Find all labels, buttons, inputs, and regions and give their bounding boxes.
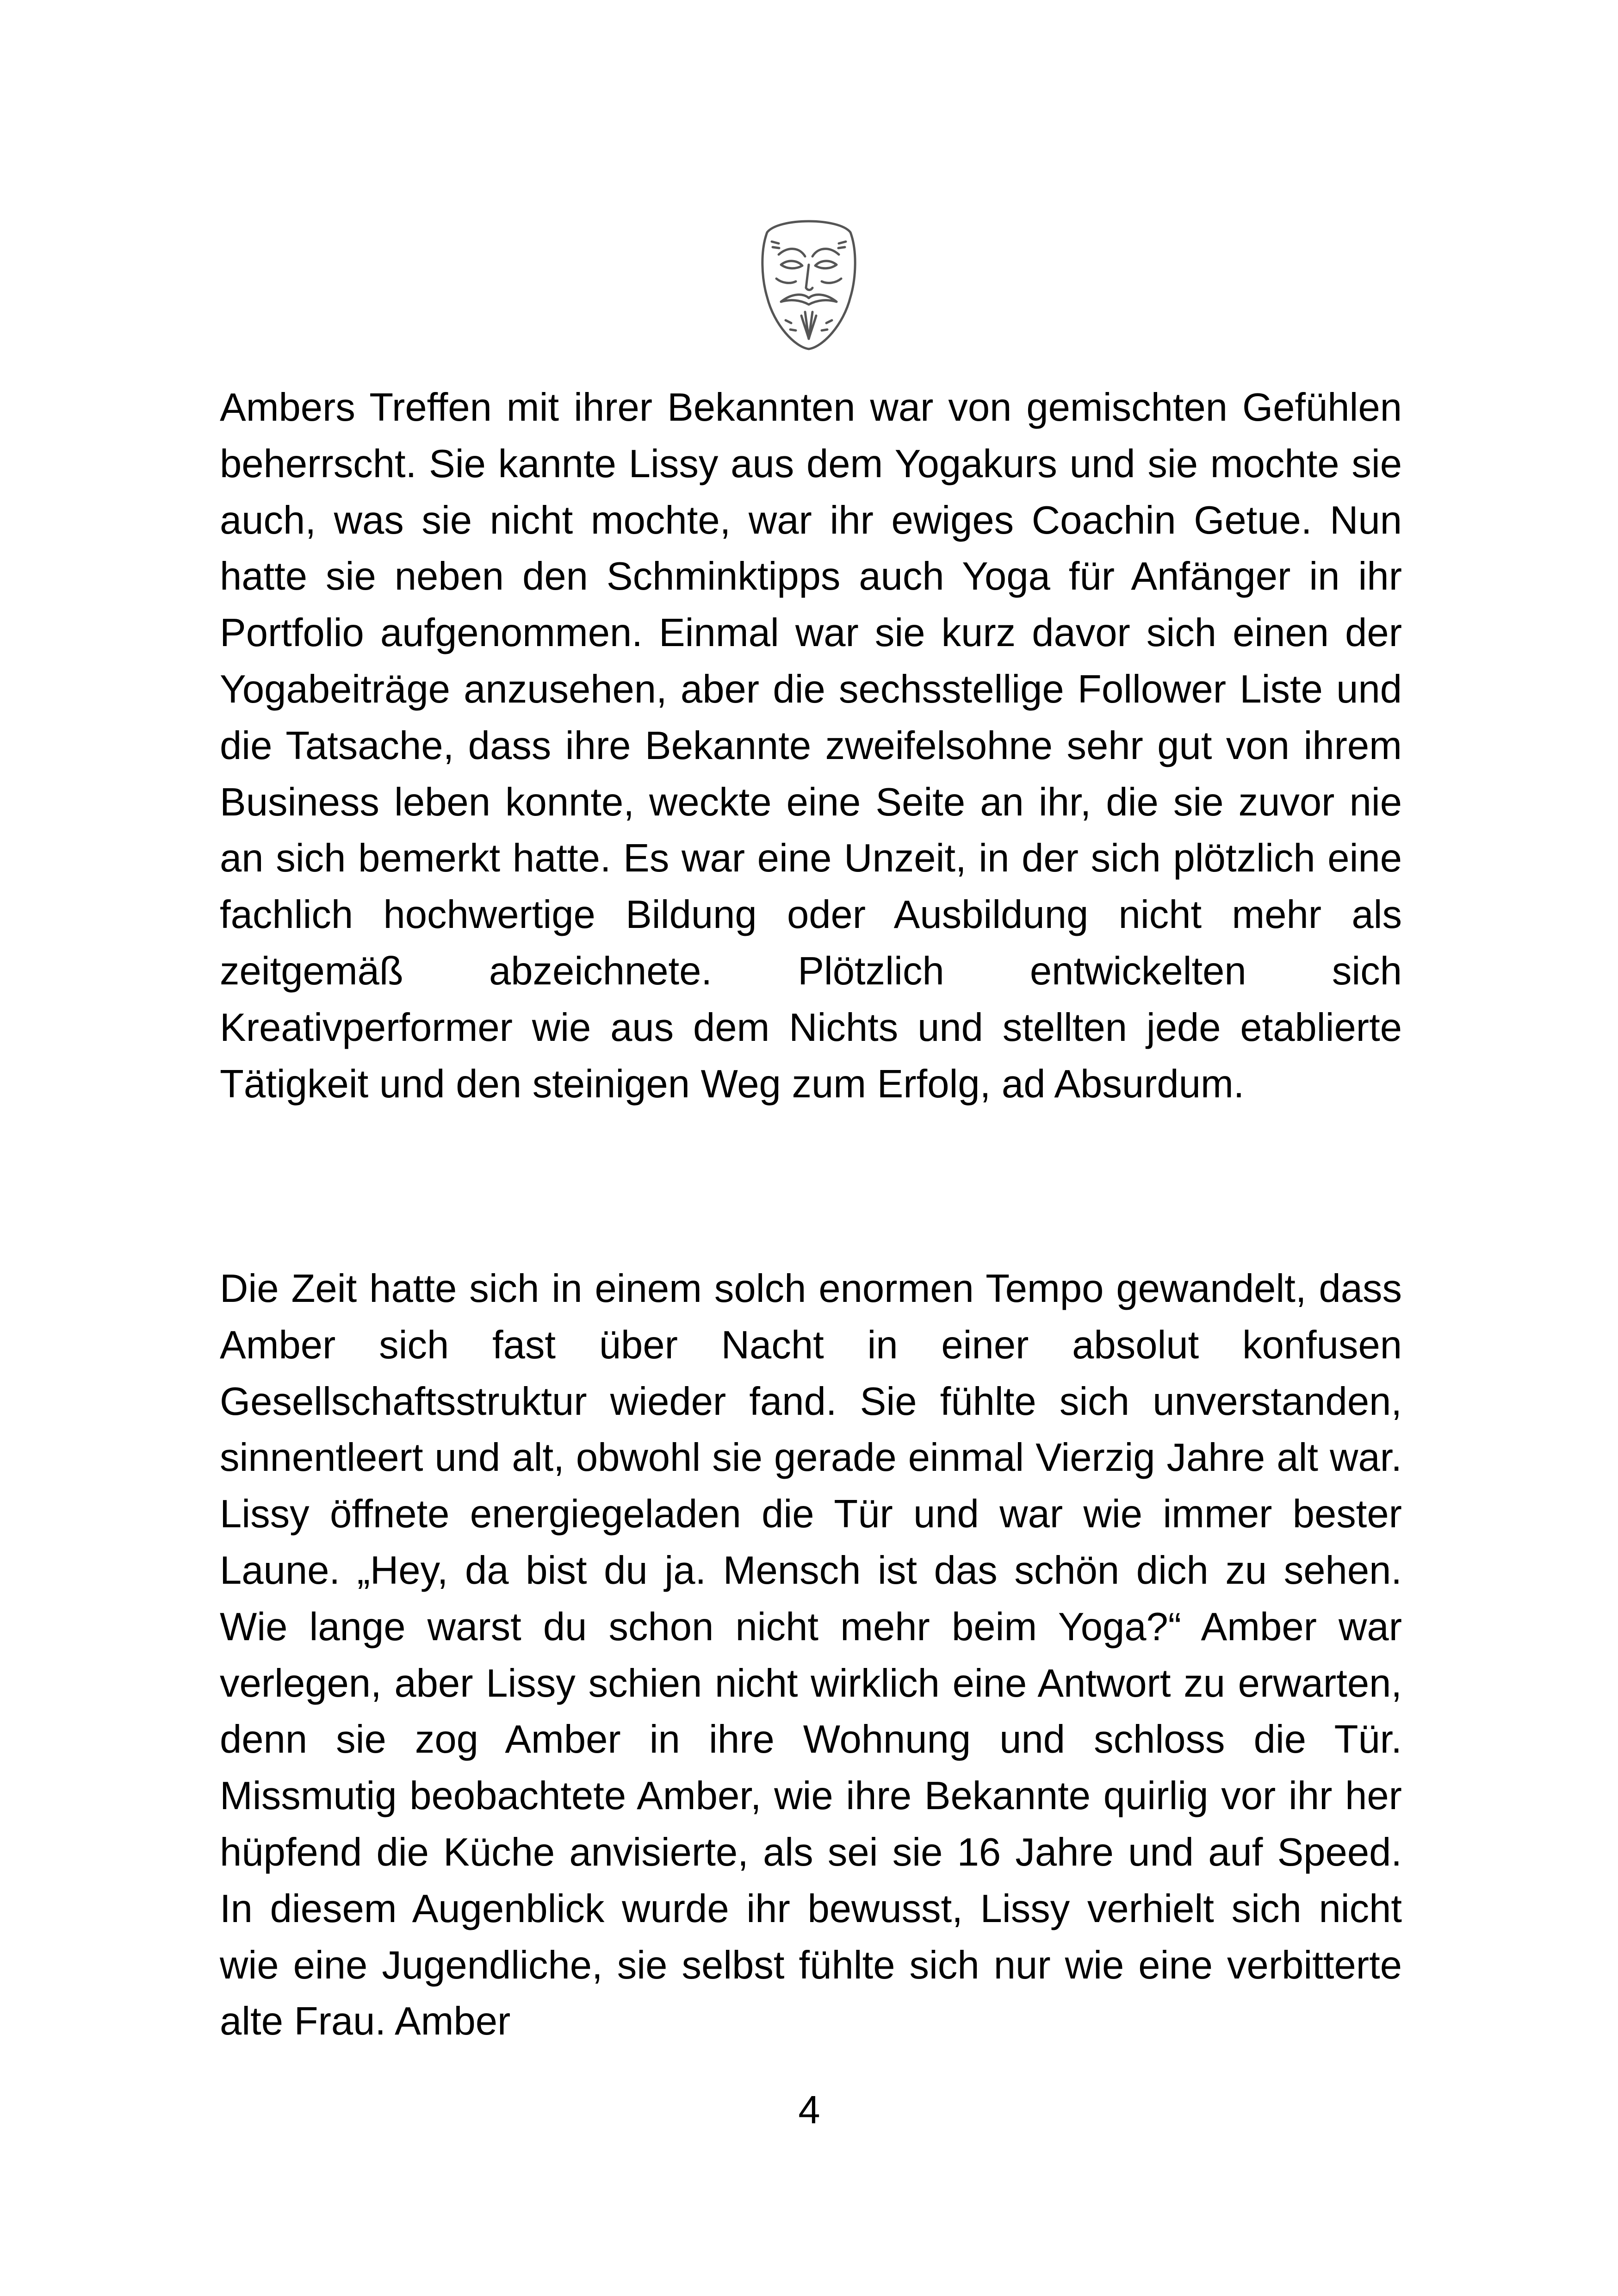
mask-emblem-icon [753,214,864,353]
page-number: 4 [798,2088,820,2132]
paragraph-2: Die Zeit hatte sich in einem solch enormen Tempo gewandelt, dass Amber sich fast über Nacht in einer absolut konfusen Gesellschaftsstruktur wieder fand. Sie fühlte sich unverstanden, sinnentleert und alt, obwohl sie gerade einmal Vierzig Jahre alt war. Lissy öffnete energiegeladen die Tür und war wie immer bester Laune. „Hey, da bist du ja. Mensch ist das schön dich zu sehen. Wie lange warst du schon nicht mehr beim Yoga?“ Amber war verlegen, aber Lissy schien nicht wirklich eine Antwort zu erwarten, denn sie zog Amber in ihre Wohnung und schloss die Tür. Missmutig beobachtete Amber, wie ihre Bekannte quirlig vor ihr her hüpfend die Küche anvisierte, als sei sie 16 Jahre und auf Speed. In diesem Augenblick wurde ihr bewusst, Lissy verhielt sich nicht wie eine Jugendliche, sie selbst fühlte sich nur wie eine verbitterte alte Frau. Amber [220,1267,1402,2044]
paragraph-1: Ambers Treffen mit ihrer Bekannten war von gemischten Gefühlen beherrscht. Sie kannte Lissy aus dem Yogakurs und sie mochte sie auch, was sie nicht mochte, war ihr ewiges Coachin Getue. Nun hatte sie neben den Schminktipps auch Yoga für Anfänger in ihr Portfolio aufgenommen. Einmal war sie kurz davor sich einen der Yogabeiträge anzusehen, aber die sechsstellige Follower Liste und die Tatsache, dass ihre Bekannte zweifelsohne sehr gut von ihrem Business leben konnte, weckte eine Seite an ihr, die sie zuvor nie an sich bemerkt hatte. Es war eine Unzeit, in der sich plötzlich eine fachlich hochwertige Bildung oder Ausbildung nicht mehr als zeitgemäß abzeichnete. Plötzlich entwickelten sich Kreativperformer wie aus dem Nichts und stellten jede etablierte Tätigkeit und den steinigen Weg zum Erfolg, ad Absurdum. [220,386,1402,1106]
